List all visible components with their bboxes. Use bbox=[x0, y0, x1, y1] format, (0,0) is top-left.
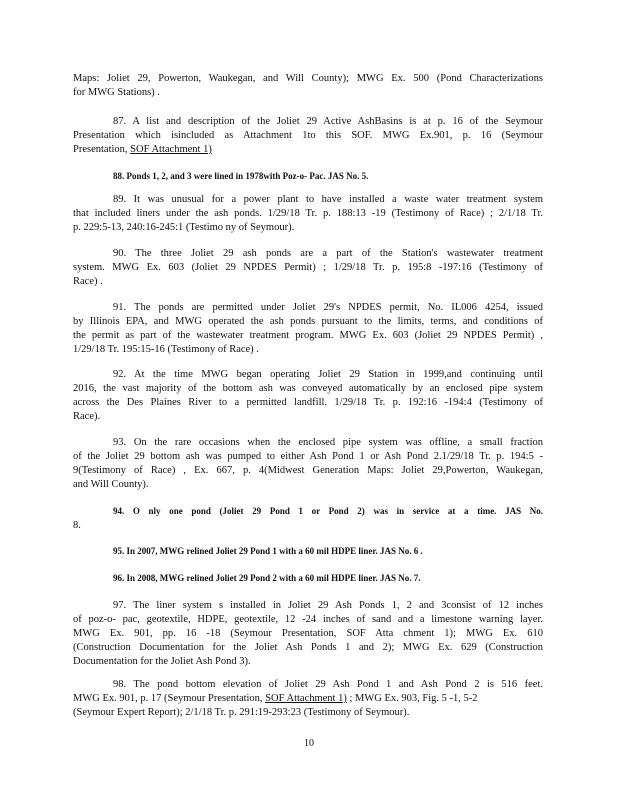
text-line: (Seymour Expert Report); 2/1/18 Tr. p. 291:19-293:23 (Testimony of Seymour). bbox=[73, 707, 410, 718]
text-line: (Construction Documentation for the Joliet Ash Ponds 1 and 2); MWG Ex. 629 (Construction bbox=[73, 642, 543, 653]
sof-attachment-link: SOF Attachment 1) bbox=[130, 144, 212, 155]
text-line: of poz-o- pac, geotextile, HDPE, geotextile, 12 -24 inches of sand and a limestone warning layer. bbox=[73, 614, 543, 625]
paragraph-98: 98. The pond bottom elevation of Joliet 29 Ash Pond 1 and Ash Pond 2 is 516 feet. bbox=[113, 679, 543, 690]
sof-attachment-link: SOF Attachment 1) bbox=[265, 693, 347, 704]
text-line: p. 229:5-13, 240:16-245:1 (Testimo ny of Seymour). bbox=[73, 222, 295, 233]
text-line: 2016, the vast majority of the bottom ash was conveyed automatically by an enclosed pipe system bbox=[73, 383, 543, 394]
text-line: that included liners under the ash ponds. 1/29/18 Tr. p. 188:13 -19 (Testimony of Race) ; 2/1/18 Tr. bbox=[73, 208, 543, 219]
text-line: Presentation which isincluded as Attachment 1to this SOF. MWG Ex.901, p. 16 (Seymour bbox=[73, 130, 543, 141]
text-line: across the Des Plaines River to a permitted landfill. 1/29/18 Tr. p. 192:16 -194:4 (Testimony of bbox=[73, 397, 543, 408]
text-span: ; MWG Ex. 903, Fig. 5 -1, 5-2 bbox=[346, 693, 478, 704]
text-line: Maps: Joliet 29, Powerton, Waukegan, and Will County); MWG Ex. 500 (Pond Characterizations bbox=[73, 73, 543, 84]
text-line: for MWG Stations) . bbox=[73, 87, 160, 98]
paragraph-94: 94. O nly one pond (Joliet 29 Pond 1 or Pond 2) was in service at a time. JAS No. bbox=[113, 506, 543, 516]
text-line: 1/29/18 Tr. 195:15-16 (Testimony of Race) . bbox=[73, 344, 259, 355]
text-line: 8. bbox=[73, 520, 81, 531]
text-line: 9(Testimony of Race) , Ex. 667, p. 4(Midwest Generation Maps: Joliet 29,Powerton, Waukegan, bbox=[73, 465, 543, 476]
text-line: of the Joliet 29 bottom ash was pumped to either Ash Pond 1 or Ash Pond 2.1/29/18 Tr. p. 194:5 - bbox=[73, 451, 543, 462]
paragraph-92: 92. At the time MWG began operating Joliet 29 Station in 1999,and continuing until bbox=[113, 369, 543, 380]
paragraph-88: 88. Ponds 1, 2, and 3 were lined in 1978with Poz-o- Pac. JAS No. 5. bbox=[113, 171, 369, 181]
text-span: Presentation, bbox=[73, 144, 131, 155]
text-line: the permit as part of the wastewater treatment program. MWG Ex. 603 (Joliet 29 NPDES Permit) , bbox=[73, 330, 543, 341]
text-line: Documentation for the Joliet Ash Pond 3). bbox=[73, 656, 251, 667]
text-line: system. MWG Ex. 603 (Joliet 29 NPDES Permit) ; 1/29/18 Tr. p. 195:8 -197:16 (Testimony of bbox=[73, 262, 543, 273]
paragraph-89: 89. It was unusual for a power plant to have installed a waste water treatment system bbox=[113, 194, 543, 205]
paragraph-87: 87. A list and description of the Joliet 29 Active AshBasins is at p. 16 of the Seymour bbox=[113, 116, 543, 127]
page-number: 10 bbox=[304, 738, 314, 749]
paragraph-95: 95. In 2007, MWG relined Joliet 29 Pond 1 with a 60 mil HDPE liner. JAS No. 6 . bbox=[113, 546, 423, 556]
text-line: Race). bbox=[73, 411, 101, 422]
paragraph-97: 97. The liner system s installed in Joliet 29 Ash Ponds 1, 2 and 3consist of 12 inches bbox=[113, 600, 543, 611]
text-line bbox=[73, 143, 543, 156]
paragraph-90: 90. The three Joliet 29 ash ponds are a part of the Station's wastewater treatment bbox=[113, 248, 543, 259]
paragraph-96: 96. In 2008, MWG relined Joliet 29 Pond 2 with a 60 mil HDPE liner. JAS No. 7. bbox=[113, 573, 421, 583]
text-span: MWG Ex. 901, p. 17 (Seymour Presentation, bbox=[73, 693, 266, 704]
text-line: by Illinois EPA, and MWG operated the ash ponds pursuant to the limits, terms, and conditions of bbox=[73, 316, 543, 327]
text-line: and Will County). bbox=[73, 479, 149, 490]
text-line: MWG Ex. 901, pp. 16 -18 (Seymour Presentation, SOF Atta chment 1); MWG Ex. 610 bbox=[73, 628, 543, 639]
text-line bbox=[73, 692, 543, 705]
text-line: Race) . bbox=[73, 276, 103, 287]
paragraph-91: 91. The ponds are permitted under Joliet 29's NPDES permit, No. IL006 4254, issued bbox=[113, 302, 543, 313]
paragraph-93: 93. On the rare occasions when the enclosed pipe system was offline, a small fraction bbox=[113, 437, 543, 448]
